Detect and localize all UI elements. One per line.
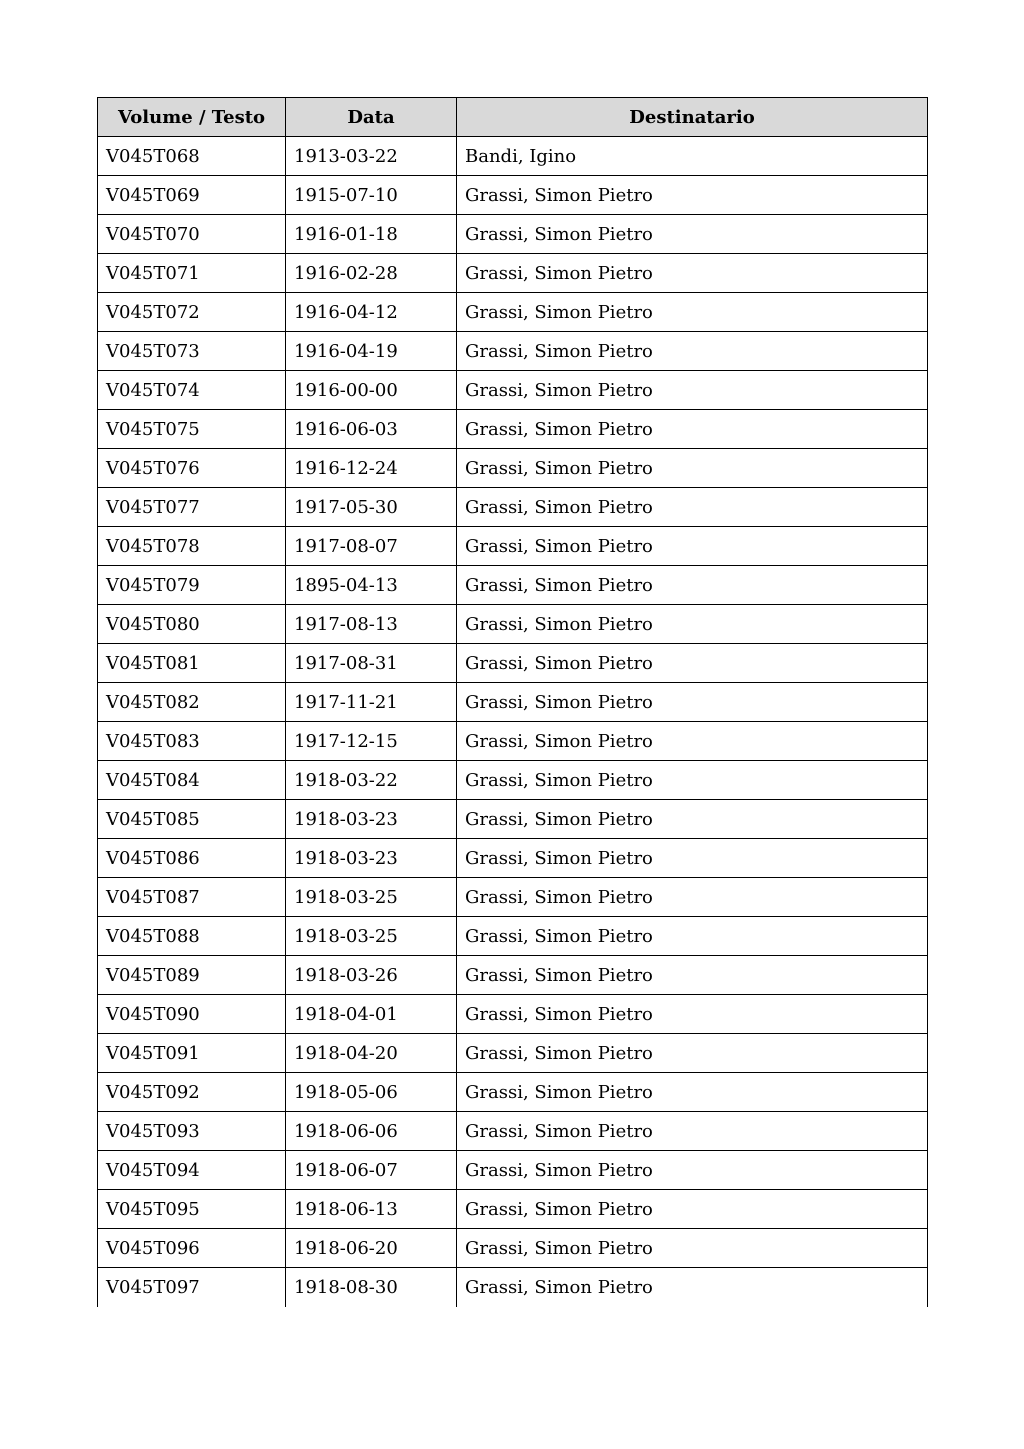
cell-data: 1917-08-31 <box>286 644 457 683</box>
table-row <box>98 1112 928 1151</box>
cell-destinatario: Grassi, Simon Pietro <box>457 1112 928 1151</box>
cell-volume-testo: V045T082 <box>98 683 286 722</box>
cell-destinatario: Grassi, Simon Pietro <box>457 410 928 449</box>
table-row <box>98 917 928 956</box>
cell-destinatario: Grassi, Simon Pietro <box>457 1151 928 1190</box>
table-row <box>98 800 928 839</box>
cell-volume-testo: V045T076 <box>98 449 286 488</box>
cell-destinatario: Grassi, Simon Pietro <box>457 956 928 995</box>
table-row <box>98 371 928 410</box>
cell-data: 1917-08-13 <box>286 605 457 644</box>
table-row <box>98 956 928 995</box>
cell-volume-testo: V045T084 <box>98 761 286 800</box>
cell-destinatario: Grassi, Simon Pietro <box>457 995 928 1034</box>
table-row <box>98 488 928 527</box>
cell-volume-testo: V045T069 <box>98 176 286 215</box>
table-row <box>98 722 928 761</box>
table-row <box>98 995 928 1034</box>
cell-volume-testo: V045T071 <box>98 254 286 293</box>
cell-volume-testo: V045T072 <box>98 293 286 332</box>
cell-destinatario: Grassi, Simon Pietro <box>457 566 928 605</box>
cell-data: 1918-08-30 <box>286 1268 457 1307</box>
cell-volume-testo: V045T068 <box>98 137 286 176</box>
table-row <box>98 527 928 566</box>
cell-destinatario: Grassi, Simon Pietro <box>457 1190 928 1229</box>
cell-destinatario: Grassi, Simon Pietro <box>457 683 928 722</box>
cell-volume-testo: V045T073 <box>98 332 286 371</box>
cell-data: 1918-03-23 <box>286 800 457 839</box>
cell-volume-testo: V045T088 <box>98 917 286 956</box>
cell-volume-testo: V045T094 <box>98 1151 286 1190</box>
cell-destinatario: Grassi, Simon Pietro <box>457 605 928 644</box>
cell-destinatario: Grassi, Simon Pietro <box>457 488 928 527</box>
cell-volume-testo: V045T081 <box>98 644 286 683</box>
cell-volume-testo: V045T080 <box>98 605 286 644</box>
cell-volume-testo: V045T079 <box>98 566 286 605</box>
cell-data: 1918-03-25 <box>286 917 457 956</box>
table-row <box>98 176 928 215</box>
table-row <box>98 644 928 683</box>
cell-volume-testo: V045T092 <box>98 1073 286 1112</box>
cell-volume-testo: V045T075 <box>98 410 286 449</box>
cell-data: 1918-03-23 <box>286 839 457 878</box>
table-row <box>98 761 928 800</box>
cell-destinatario: Grassi, Simon Pietro <box>457 917 928 956</box>
table-row <box>98 137 928 176</box>
cell-data: 1917-11-21 <box>286 683 457 722</box>
cell-volume-testo: V045T095 <box>98 1190 286 1229</box>
table-row <box>98 1151 928 1190</box>
cell-data: 1918-03-25 <box>286 878 457 917</box>
cell-volume-testo: V045T085 <box>98 800 286 839</box>
cell-volume-testo: V045T077 <box>98 488 286 527</box>
cell-data: 1916-12-24 <box>286 449 457 488</box>
cell-volume-testo: V045T096 <box>98 1229 286 1268</box>
header-row <box>98 98 928 137</box>
table-row <box>98 683 928 722</box>
cell-volume-testo: V045T089 <box>98 956 286 995</box>
table-header <box>98 98 928 137</box>
table-row <box>98 332 928 371</box>
cell-volume-testo: V045T086 <box>98 839 286 878</box>
cell-destinatario: Grassi, Simon Pietro <box>457 332 928 371</box>
cell-volume-testo: V045T090 <box>98 995 286 1034</box>
table-row <box>98 566 928 605</box>
cell-volume-testo: V045T091 <box>98 1034 286 1073</box>
header-data: Data <box>286 98 457 137</box>
table-row <box>98 839 928 878</box>
table-row <box>98 1034 928 1073</box>
table-row <box>98 1268 928 1307</box>
cell-destinatario: Grassi, Simon Pietro <box>457 449 928 488</box>
cell-data: 1917-08-07 <box>286 527 457 566</box>
cell-data: 1913-03-22 <box>286 137 457 176</box>
cell-data: 1918-06-20 <box>286 1229 457 1268</box>
table-row <box>98 293 928 332</box>
cell-destinatario: Grassi, Simon Pietro <box>457 839 928 878</box>
cell-destinatario: Grassi, Simon Pietro <box>457 722 928 761</box>
cell-data: 1916-00-00 <box>286 371 457 410</box>
cell-destinatario: Grassi, Simon Pietro <box>457 644 928 683</box>
table-row <box>98 254 928 293</box>
cell-destinatario: Grassi, Simon Pietro <box>457 761 928 800</box>
table-row <box>98 878 928 917</box>
cell-data: 1918-04-01 <box>286 995 457 1034</box>
cell-destinatario: Grassi, Simon Pietro <box>457 254 928 293</box>
cell-data: 1916-04-19 <box>286 332 457 371</box>
cell-data: 1918-03-22 <box>286 761 457 800</box>
table-row <box>98 605 928 644</box>
cell-data: 1918-06-07 <box>286 1151 457 1190</box>
cell-data: 1918-06-13 <box>286 1190 457 1229</box>
cell-destinatario: Grassi, Simon Pietro <box>457 371 928 410</box>
table-row <box>98 1190 928 1229</box>
cell-data: 1916-04-12 <box>286 293 457 332</box>
table-row <box>98 215 928 254</box>
cell-destinatario: Bandi, Igino <box>457 137 928 176</box>
cell-destinatario: Grassi, Simon Pietro <box>457 1073 928 1112</box>
cell-data: 1916-02-28 <box>286 254 457 293</box>
cell-destinatario: Grassi, Simon Pietro <box>457 527 928 566</box>
cell-data: 1918-05-06 <box>286 1073 457 1112</box>
table-row <box>98 449 928 488</box>
cell-destinatario: Grassi, Simon Pietro <box>457 215 928 254</box>
cell-data: 1918-03-26 <box>286 956 457 995</box>
cell-destinatario: Grassi, Simon Pietro <box>457 1034 928 1073</box>
header-destinatario: Destinatario <box>457 98 928 137</box>
cell-volume-testo: V045T078 <box>98 527 286 566</box>
cell-destinatario: Grassi, Simon Pietro <box>457 293 928 332</box>
cell-data: 1916-06-03 <box>286 410 457 449</box>
cell-data: 1915-07-10 <box>286 176 457 215</box>
cell-data: 1918-04-20 <box>286 1034 457 1073</box>
cell-volume-testo: V045T070 <box>98 215 286 254</box>
cell-volume-testo: V045T097 <box>98 1268 286 1307</box>
table-row <box>98 1229 928 1268</box>
cell-data: 1916-01-18 <box>286 215 457 254</box>
cell-destinatario: Grassi, Simon Pietro <box>457 176 928 215</box>
header-volume-testo: Volume / Testo <box>98 98 286 137</box>
cell-data: 1895-04-13 <box>286 566 457 605</box>
cell-volume-testo: V045T093 <box>98 1112 286 1151</box>
cell-destinatario: Grassi, Simon Pietro <box>457 878 928 917</box>
cell-data: 1918-06-06 <box>286 1112 457 1151</box>
cell-volume-testo: V045T083 <box>98 722 286 761</box>
cell-volume-testo: V045T087 <box>98 878 286 917</box>
cell-destinatario: Grassi, Simon Pietro <box>457 1268 928 1307</box>
cell-data: 1917-12-15 <box>286 722 457 761</box>
cell-destinatario: Grassi, Simon Pietro <box>457 1229 928 1268</box>
cell-data: 1917-05-30 <box>286 488 457 527</box>
cell-destinatario: Grassi, Simon Pietro <box>457 800 928 839</box>
cell-volume-testo: V045T074 <box>98 371 286 410</box>
table-row <box>98 1073 928 1112</box>
table-row <box>98 410 928 449</box>
table-body <box>98 137 928 1307</box>
letters-table <box>97 97 928 1307</box>
